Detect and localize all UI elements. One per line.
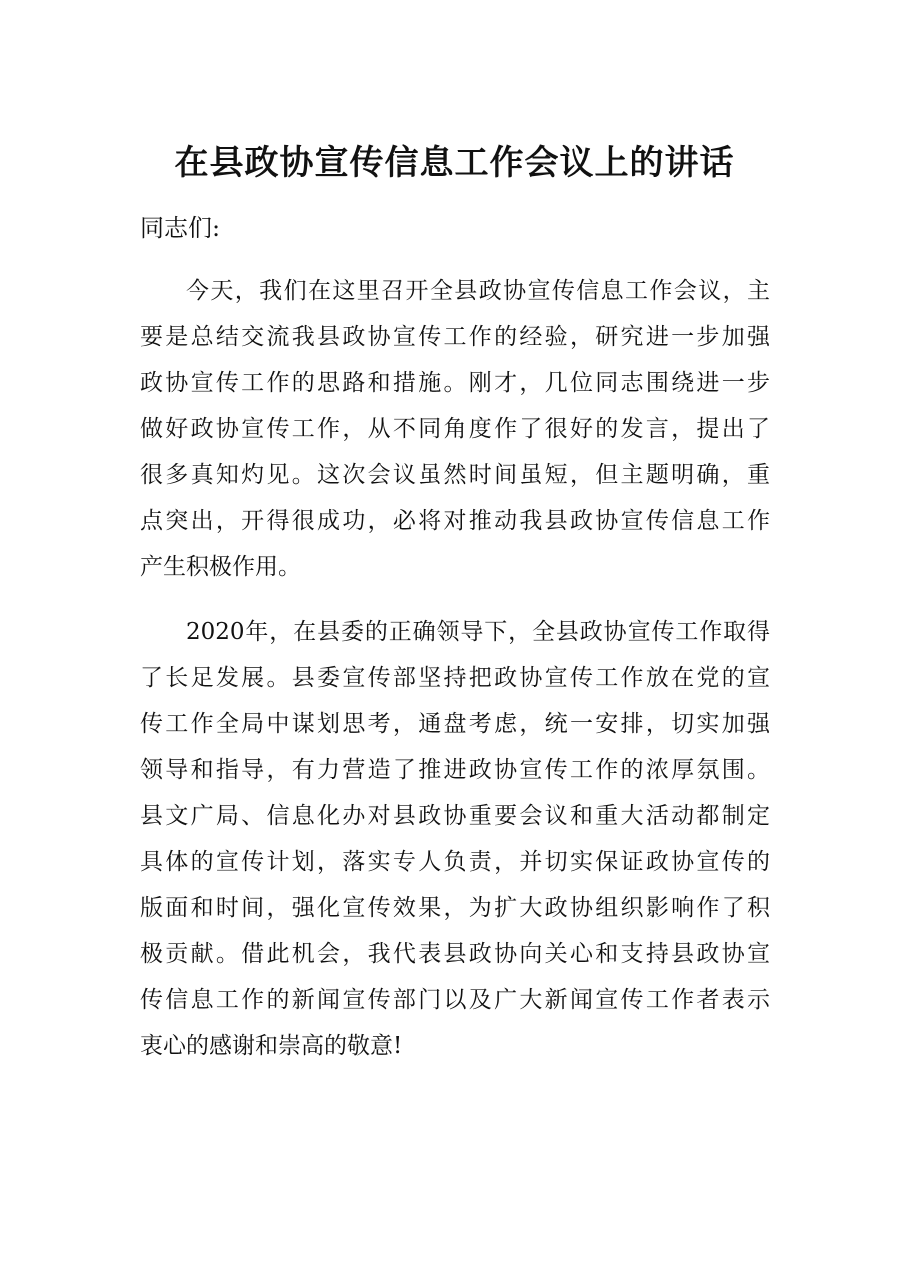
paragraph-line: 衷心的感谢和崇高的敬意!: [140, 1033, 403, 1059]
body-paragraph-2: [140, 609, 770, 1069]
paragraph-line: 点突出，开得很成功，必将对推动我县政协宣传信息工作: [140, 508, 770, 534]
paragraph-line: 做好政协宣传工作，从不同角度作了很好的发言，提出了: [140, 416, 770, 442]
paragraph-line: 很多真知灼见。这次会议虽然时间虽短，但主题明确，重: [140, 462, 770, 488]
paragraph-line: 极贡献。借此机会，我代表县政协向关心和支持县政协宣: [140, 941, 770, 967]
paragraph-line: 版面和时间，强化宣传效果，为扩大政协组织影响作了积: [140, 895, 770, 921]
paragraph-line: 领导和指导，有力营造了推进政协宣传工作的浓厚氛围。: [140, 757, 770, 783]
body-paragraph-1: [140, 268, 770, 590]
paragraph-line: 2020年，在县委的正确领导下，全县政协宣传工作取得: [186, 619, 770, 645]
paragraph-line: 具体的宣传计划，落实专人负责，并切实保证政协宣传的: [140, 849, 770, 875]
paragraph-line: 要是总结交流我县政协宣传工作的经验，研究进一步加强: [140, 324, 770, 350]
paragraph-line: 传信息工作的新闻宣传部门以及广大新闻宣传工作者表示: [140, 987, 770, 1013]
paragraph-line: 了长足发展。县委宣传部坚持把政协宣传工作放在党的宣: [140, 665, 770, 691]
paragraph-line: 政协宣传工作的思路和措施。刚才，几位同志围绕进一步: [140, 370, 770, 396]
salutation: 同志们:: [140, 214, 221, 242]
page-title: 在县政协宣传信息工作会议上的讲话: [174, 143, 735, 183]
paragraph-line: 县文广局、信息化办对县政协重要会议和重大活动都制定: [140, 803, 770, 829]
paragraph-line: 产生积极作用。: [140, 554, 301, 580]
paragraph-line: 今天，我们在这里召开全县政协宣传信息工作会议，主: [186, 278, 770, 304]
paragraph-line: 传工作全局中谋划思考，通盘考虑，统一安排，切实加强: [140, 711, 770, 737]
